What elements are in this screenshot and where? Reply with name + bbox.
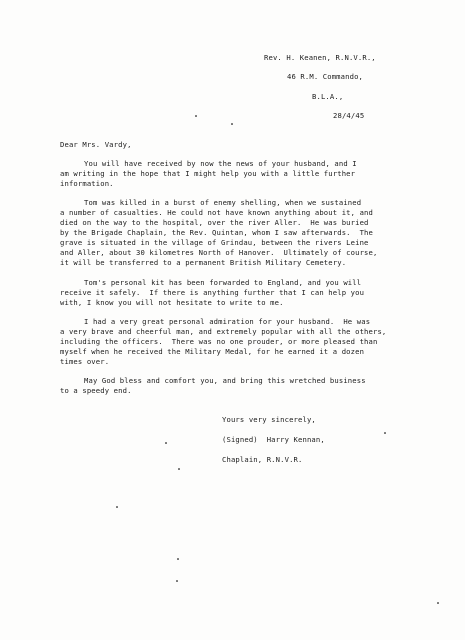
letter-date: 28/4/45 [333, 111, 365, 120]
scan-speck [165, 442, 167, 444]
scan-speck [437, 602, 439, 604]
paragraph-4-line-4: myself when he received the Military Medal, for he earned it a dozen [60, 347, 365, 356]
paragraph-3-line-3: with, I know you will not hesitate to write to me. [60, 298, 284, 307]
paragraph-1-line-1: You will have received by now the news of your husband, and I [84, 159, 357, 168]
signer-title: Chaplain, R.N.V.R. [222, 455, 303, 464]
scan-speck [116, 506, 118, 508]
scan-speck [384, 432, 386, 434]
paragraph-4-line-1: I had a very great personal admiration for your husband. He was [84, 317, 371, 326]
scan-speck [177, 558, 179, 560]
closing: Yours very sincerely, [222, 415, 316, 424]
scan-speck [195, 115, 197, 117]
paragraph-2-line-2: a number of casualties. He could not have known anything about it, and [60, 208, 373, 217]
paragraph-4-line-2: a very brave and cheerful man, and extremely popular with all the others, [60, 327, 387, 336]
paragraph-4-line-5: times over. [60, 357, 110, 366]
sender-unit: 46 R.M. Commando, [287, 72, 364, 81]
paragraph-2-line-4: by the Brigade Chaplain, the Rev. Quintan, whom I saw afterwards. The [60, 228, 373, 237]
paragraph-2-line-3: died on the way to the hospital, over the river Aller. He was buried [60, 218, 369, 227]
paragraph-4-line-3: including the officers. There was no one prouder, or more pleased than [60, 337, 378, 346]
salutation: Dear Mrs. Vardy, [60, 140, 132, 149]
scan-speck [231, 123, 233, 125]
paragraph-5-line-1: May God bless and comfort you, and bring this wretched business [84, 376, 366, 385]
paragraph-2-line-6: and Aller, about 30 kilometres North of Hanover. Ultimately of course, [60, 248, 378, 257]
paragraph-3-line-1: Tom's personal kit has been forwarded to England, and you will [84, 278, 362, 287]
paragraph-1-line-3: information. [60, 179, 114, 188]
paragraph-3-line-2: receive it safely. If there is anything further that I can help you [60, 288, 365, 297]
paragraph-2-line-1: Tom was killed in a burst of enemy shelling, when we sustained [84, 198, 362, 207]
paragraph-1-line-2: am writing in the hope that I might help you with a little further [60, 169, 356, 178]
scan-speck [178, 468, 180, 470]
sender-location: B.L.A., [312, 92, 344, 101]
paragraph-2-line-5: grave is situated in the village of Grindau, between the rivers Leine [60, 238, 369, 247]
scan-speck [176, 580, 178, 582]
paragraph-2-line-7: it will be transferred to a permanent British Military Cemetery. [60, 258, 347, 267]
paragraph-5-line-2: to a speedy end. [60, 386, 132, 395]
signature: (Signed) Harry Kennan, [222, 435, 325, 444]
sender-name: Rev. H. Keanen, R.N.V.R., [264, 53, 376, 62]
